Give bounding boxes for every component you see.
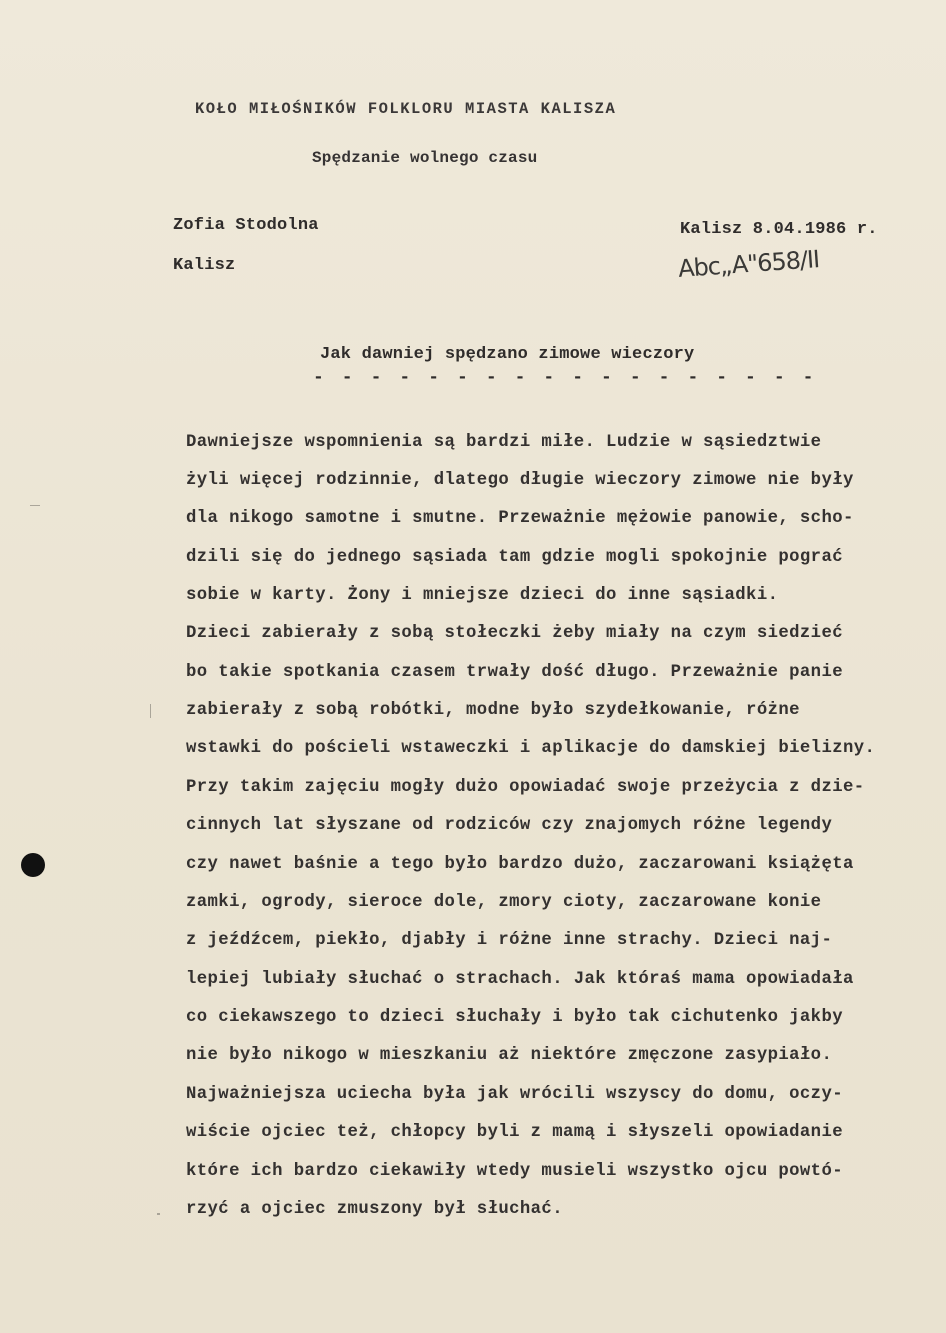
body-line: rzyć a ojciec zmuszony był słuchać. xyxy=(186,1200,563,1219)
paper-mark xyxy=(150,704,151,718)
body-line: zamki, ogrody, sieroce dole, zmory cioty, zaczarowane konie xyxy=(186,893,822,912)
body-line: z jeźdźcem, piekło, djabły i różne inne strachy. Dzieci naj- xyxy=(186,931,833,950)
body-line: dzili się do jednego sąsiada tam gdzie mogli spokojnie pograć xyxy=(186,548,843,567)
body-line: Dawniejsze wspomnienia są bardzi miłe. Ludzie w sąsiedztwie xyxy=(186,433,822,452)
paper-mark xyxy=(30,505,40,506)
author-name: Zofia Stodolna xyxy=(173,216,319,235)
organization-header: KOŁO MIŁOŚNIKÓW FOLKLORU MIASTA KALISZA xyxy=(195,100,617,118)
author-place: Kalisz xyxy=(173,256,236,275)
body-line: cinnych lat słyszane od rodziców czy znajomych różne legendy xyxy=(186,816,833,835)
punch-hole xyxy=(21,853,45,877)
body-line: Najważniejsza uciecha była jak wrócili wszyscy do domu, oczy- xyxy=(186,1085,843,1104)
body-line: wiście ojciec też, chłopcy byli z mamą i słyszeli opowiadanie xyxy=(186,1123,843,1142)
body-line: czy nawet baśnie a tego było bardzo dużo, zaczarowani książęta xyxy=(186,855,854,874)
paper-mark xyxy=(157,1213,160,1215)
body-line: które ich bardzo ciekawiły wtedy musieli wszystko ojcu powtó- xyxy=(186,1162,843,1181)
body-line: dla nikogo samotne i smutne. Przeważnie mężowie panowie, scho- xyxy=(186,509,854,528)
body-line: sobie w karty. Żony i mniejsze dzieci do inne sąsiadki. xyxy=(186,586,779,605)
body-line: lepiej lubiały słuchać o strachach. Jak któraś mama opowiadała xyxy=(186,970,854,989)
body-line: nie było nikogo w mieszkaniu aż niektóre zmęczone zasypiało. xyxy=(186,1046,833,1065)
body-line: zabierały z sobą robótki, modne było szydełkowanie, różne xyxy=(186,701,800,720)
body-line: Przy takim zajęciu mogły dużo opowiadać swoje przeżycia z dzie- xyxy=(186,778,865,797)
document-title: Jak dawniej spędzano zimowe wieczory xyxy=(320,345,695,364)
body-line: co ciekawszego to dzieci słuchały i było tak cichutenko jakby xyxy=(186,1008,843,1027)
document-date: Kalisz 8.04.1986 r. xyxy=(680,220,878,239)
body-line: wstawki do pościeli wstaweczki i aplikacje do damskiej bielizny. xyxy=(186,739,876,758)
body-line: Dzieci zabierały z sobą stołeczki żeby miały na czym siedzieć xyxy=(186,624,843,643)
title-underline: - - - - - - - - - - - - - - - - - - xyxy=(313,368,818,388)
document-subtitle: Spędzanie wolnego czasu xyxy=(312,149,538,167)
body-line: żyli więcej rodzinnie, dlatego długie wieczory zimowe nie były xyxy=(186,471,854,490)
handwritten-archive-note: Abc„A"658/II xyxy=(677,245,821,283)
body-line: bo takie spotkania czasem trwały dość długo. Przeważnie panie xyxy=(186,663,843,682)
